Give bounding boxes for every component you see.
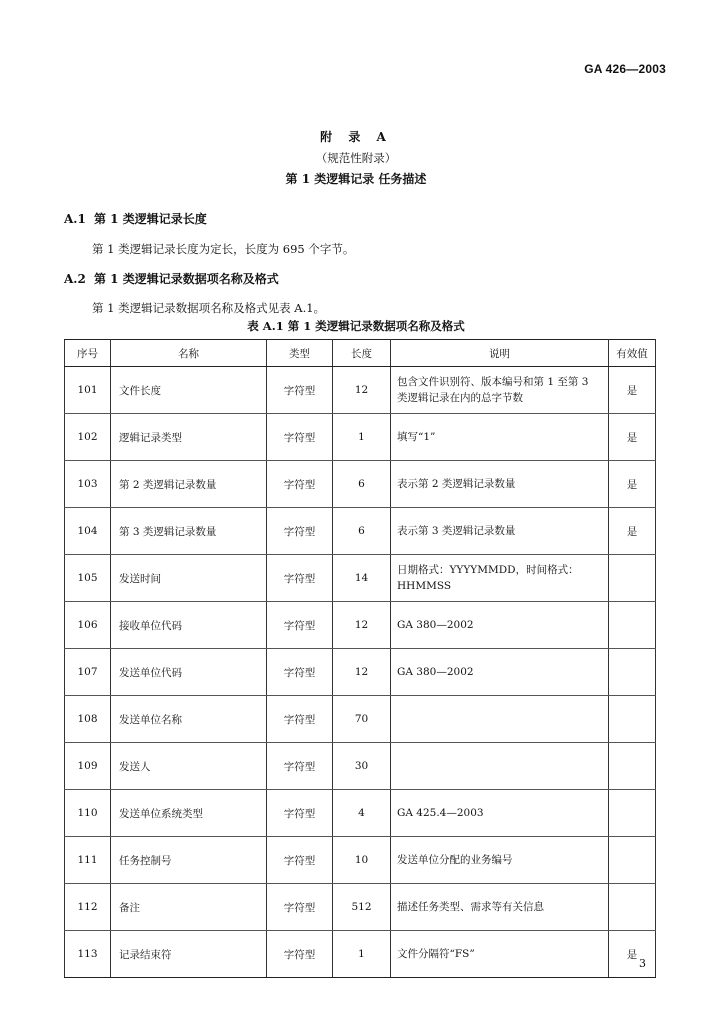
cell-no: 112	[65, 884, 111, 931]
cell-no: 106	[65, 602, 111, 649]
cell-description: 包含文件识别符、版本编号和第 1 至第 3 类逻辑记录在内的总字节数	[391, 367, 609, 414]
cell-valid-value	[609, 696, 656, 743]
cell-name: 发送单位名称	[111, 696, 267, 743]
cell-description: 发送单位分配的业务编号	[391, 837, 609, 884]
table-row	[65, 931, 656, 978]
annex-type: （规范性附录）	[315, 151, 397, 165]
table-row	[65, 743, 656, 790]
cell-name: 发送单位系统类型	[111, 790, 267, 837]
table-row	[65, 649, 656, 696]
cell-name: 发送人	[111, 743, 267, 790]
header-length: 长度	[333, 340, 391, 367]
cell-type: 字符型	[267, 461, 333, 508]
table-row	[65, 555, 656, 602]
header-name: 名称	[111, 340, 267, 367]
cell-length: 14	[333, 555, 391, 602]
cell-name: 记录结束符	[111, 931, 267, 978]
table-row	[65, 414, 656, 461]
cell-type: 字符型	[267, 367, 333, 414]
cell-valid-value: 是	[609, 414, 656, 461]
cell-no: 101	[65, 367, 111, 414]
cell-name: 接收单位代码	[111, 602, 267, 649]
cell-description: 日期格式：YYYYMMDD，时间格式：HHMMSS	[391, 555, 609, 602]
cell-description: 表示第 2 类逻辑记录数量	[391, 461, 609, 508]
annex-heading: 第 1 类逻辑记录 任务描述	[285, 172, 427, 186]
cell-no: 113	[65, 931, 111, 978]
cell-description: GA 425.4—2003	[391, 790, 609, 837]
table-row	[65, 367, 656, 414]
cell-length: 4	[333, 790, 391, 837]
table-row	[65, 837, 656, 884]
cell-valid-value: 是	[609, 367, 656, 414]
annex-title: 附 录 A	[320, 130, 392, 144]
cell-no: 107	[65, 649, 111, 696]
cell-no: 102	[65, 414, 111, 461]
cell-no: 105	[65, 555, 111, 602]
cell-valid-value	[609, 837, 656, 884]
cell-no: 108	[65, 696, 111, 743]
table-row	[65, 696, 656, 743]
table-row	[65, 508, 656, 555]
cell-type: 字符型	[267, 508, 333, 555]
data-items-table	[64, 339, 656, 978]
page-number: 3	[639, 957, 646, 970]
cell-name: 备注	[111, 884, 267, 931]
cell-length: 12	[333, 649, 391, 696]
cell-no: 111	[65, 837, 111, 884]
standard-number: GA 426—2003	[584, 62, 666, 76]
cell-type: 字符型	[267, 884, 333, 931]
cell-type: 字符型	[267, 837, 333, 884]
cell-type: 字符型	[267, 696, 333, 743]
cell-name: 第 3 类逻辑记录数量	[111, 508, 267, 555]
cell-no: 109	[65, 743, 111, 790]
table-row	[65, 461, 656, 508]
cell-name: 发送时间	[111, 555, 267, 602]
cell-name: 文件长度	[111, 367, 267, 414]
header-valid-value: 有效值	[609, 340, 656, 367]
cell-valid-value: 是	[609, 461, 656, 508]
cell-description: 描述任务类型、需求等有关信息	[391, 884, 609, 931]
cell-name: 发送单位代码	[111, 649, 267, 696]
cell-length: 1	[333, 414, 391, 461]
cell-length: 6	[333, 461, 391, 508]
section-a1-text: 第 1 类逻辑记录长度为定长，长度为 695 个字节。	[92, 242, 355, 256]
cell-valid-value: 是	[609, 931, 656, 978]
cell-valid-value	[609, 555, 656, 602]
cell-name: 第 2 类逻辑记录数量	[111, 461, 267, 508]
section-a2-title: 第 1 类逻辑记录数据项名称及格式	[94, 272, 279, 286]
header-no: 序号	[65, 340, 111, 367]
cell-valid-value	[609, 602, 656, 649]
cell-type: 字符型	[267, 931, 333, 978]
cell-name: 任务控制号	[111, 837, 267, 884]
section-a2-number: A.2	[64, 272, 86, 286]
cell-length: 12	[333, 367, 391, 414]
header-type: 类型	[267, 340, 333, 367]
cell-description	[391, 743, 609, 790]
cell-type: 字符型	[267, 649, 333, 696]
cell-length: 512	[333, 884, 391, 931]
header-description: 说明	[391, 340, 609, 367]
cell-name: 逻辑记录类型	[111, 414, 267, 461]
cell-valid-value	[609, 649, 656, 696]
cell-length: 30	[333, 743, 391, 790]
cell-no: 104	[65, 508, 111, 555]
cell-type: 字符型	[267, 743, 333, 790]
cell-type: 字符型	[267, 555, 333, 602]
cell-length: 10	[333, 837, 391, 884]
cell-length: 12	[333, 602, 391, 649]
cell-length: 1	[333, 931, 391, 978]
cell-description: 文件分隔符“FS”	[391, 931, 609, 978]
cell-type: 字符型	[267, 602, 333, 649]
section-a1-heading	[64, 210, 207, 227]
cell-no: 110	[65, 790, 111, 837]
cell-valid-value: 是	[609, 508, 656, 555]
table-caption: 表 A.1 第 1 类逻辑记录数据项名称及格式	[247, 319, 465, 333]
table-row	[65, 790, 656, 837]
table-header-row	[65, 340, 656, 367]
table-row	[65, 884, 656, 931]
cell-description: 填写“1”	[391, 414, 609, 461]
cell-description: GA 380—2002	[391, 649, 609, 696]
table-row	[65, 602, 656, 649]
cell-description: GA 380—2002	[391, 602, 609, 649]
cell-length: 70	[333, 696, 391, 743]
section-a1-title: 第 1 类逻辑记录长度	[94, 212, 207, 226]
cell-no: 103	[65, 461, 111, 508]
cell-length: 6	[333, 508, 391, 555]
cell-type: 字符型	[267, 414, 333, 461]
cell-type: 字符型	[267, 790, 333, 837]
cell-description: 表示第 3 类逻辑记录数量	[391, 508, 609, 555]
section-a2-text: 第 1 类逻辑记录数据项名称及格式见表 A.1。	[92, 301, 326, 315]
section-a2-heading	[64, 270, 279, 287]
cell-description	[391, 696, 609, 743]
section-a1-number: A.1	[64, 212, 86, 226]
cell-valid-value	[609, 790, 656, 837]
cell-valid-value	[609, 884, 656, 931]
table-body	[65, 367, 656, 978]
cell-valid-value	[609, 743, 656, 790]
